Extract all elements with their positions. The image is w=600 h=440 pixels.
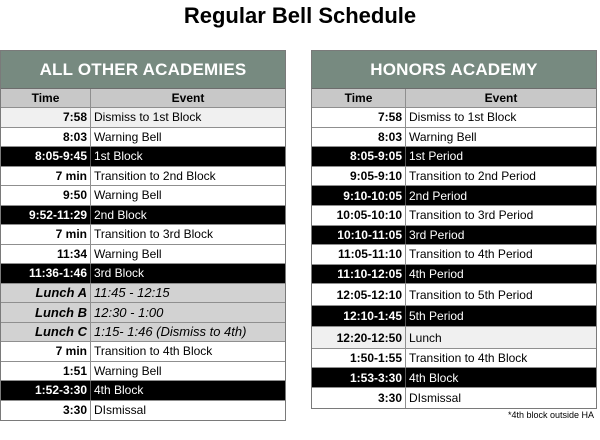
table-row (1, 167, 285, 187)
table-row (312, 245, 596, 265)
time-cell: 7 min (1, 225, 91, 244)
event-cell: Transition to 4th Period (409, 247, 533, 262)
table-row (312, 186, 596, 206)
time-cell: 3:30 (312, 388, 406, 408)
time-cell: 9:50 (1, 186, 91, 205)
event-cell: 3rd Period (409, 227, 465, 242)
time-cell: 7 min (1, 167, 91, 186)
table-row (312, 368, 596, 388)
table-row (312, 265, 596, 285)
time-cell: 9:05-9:10 (312, 167, 406, 186)
time-cell: 1:50-1:55 (312, 349, 406, 368)
time-cell: 9:10-10:05 (312, 186, 406, 205)
table-row (1, 323, 285, 343)
event-cell: DIsmissal (94, 403, 147, 418)
event-column-header: Event (171, 91, 205, 105)
event-cell: Warning Bell (94, 246, 162, 261)
time-cell: 12:05-12:10 (312, 284, 406, 305)
time-cell: 10:05-10:10 (312, 206, 406, 225)
table-row (1, 381, 285, 401)
table-row (312, 147, 596, 167)
time-cell: 8:03 (1, 128, 91, 147)
time-cell: 7 min (1, 342, 91, 361)
time-cell: 11:10-12:05 (312, 265, 406, 284)
table-row (1, 206, 285, 226)
event-cell: 2nd Block (94, 207, 147, 222)
event-cell: 4th Block (94, 383, 144, 398)
event-cell: Transition to 3rd Period (409, 208, 534, 223)
event-cell: Warning Bell (94, 363, 162, 378)
event-column-header: Event (484, 91, 518, 105)
table-row (312, 388, 596, 408)
time-cell: Lunch C (1, 323, 91, 342)
time-cell: 11:34 (1, 245, 91, 264)
table-row (1, 108, 285, 128)
table-row (1, 342, 285, 362)
event-cell: 1st Block (94, 149, 143, 164)
table-row (312, 349, 596, 369)
page-title: Regular Bell Schedule (183, 3, 417, 28)
time-cell: 8:05-9:05 (312, 147, 406, 166)
table-row (1, 245, 285, 265)
all-other-academies-table (0, 50, 286, 421)
table-row (1, 186, 285, 206)
table-row (312, 108, 596, 128)
table-row (312, 327, 596, 349)
event-cell: 11:45 - 12:15 (94, 285, 170, 301)
time-cell: 1:51 (1, 362, 91, 381)
event-cell: 3rd Block (94, 266, 145, 281)
event-cell: Transition to 4th Block (409, 351, 528, 366)
event-cell: 4th Block (409, 370, 459, 385)
time-cell: Lunch A (1, 284, 91, 303)
event-cell: Lunch (409, 330, 442, 345)
table-row (1, 147, 285, 167)
event-cell: Dismiss to 1st Block (409, 110, 517, 125)
event-cell: Transition to 3rd Block (94, 227, 213, 242)
event-cell: Transition to 4th Block (94, 344, 213, 359)
table-row (1, 225, 285, 245)
column-headers (1, 89, 285, 108)
event-cell: Transition to 2nd Period (409, 169, 536, 184)
time-cell: 1:53-3:30 (312, 368, 406, 387)
event-cell: 2nd Period (409, 188, 468, 203)
table-row (312, 167, 596, 187)
table-row (312, 206, 596, 226)
event-cell: 5th Period (409, 309, 464, 324)
table-row (1, 264, 285, 284)
time-cell: 7:58 (312, 108, 406, 127)
column-headers (312, 89, 596, 108)
table-row (312, 226, 596, 246)
event-cell: 12:30 - 1:00 (94, 304, 164, 320)
time-cell: 9:52-11:29 (1, 206, 91, 225)
event-cell: DIsmissal (409, 390, 462, 405)
event-cell: Warning Bell (94, 129, 162, 144)
event-cell: Dismiss to 1st Block (94, 110, 202, 125)
event-cell: 4th Period (409, 267, 464, 282)
table-row (1, 284, 285, 304)
time-cell: 7:58 (1, 108, 91, 127)
table-row (312, 284, 596, 306)
table-row (1, 128, 285, 148)
table-row (312, 128, 596, 148)
event-cell: 1st Period (409, 149, 464, 164)
footnote: *4th block outside HA (507, 410, 594, 420)
time-column-header: Time (1, 89, 91, 107)
event-cell: Warning Bell (94, 188, 162, 203)
event-cell: Warning Bell (409, 129, 477, 144)
event-cell: Transition to 5th Period (409, 287, 533, 302)
time-cell: 3:30 (1, 401, 91, 421)
event-cell: Transition to 2nd Block (94, 168, 216, 183)
schedule-rows (312, 108, 596, 408)
time-cell: 8:03 (312, 128, 406, 147)
time-cell: Lunch B (1, 303, 91, 322)
table-heading: ALL OTHER ACADEMIES (1, 51, 285, 89)
time-cell: 10:10-11:05 (312, 226, 406, 245)
time-cell: 11:36-1:46 (1, 264, 91, 283)
event-cell: 1:15- 1:46 (Dismiss to 4th) (94, 324, 247, 340)
time-cell: 1:52-3:30 (1, 381, 91, 400)
time-cell: 12:10-1:45 (312, 306, 406, 327)
table-row (1, 362, 285, 382)
table-row (1, 401, 285, 421)
table-row (1, 303, 285, 323)
honors-academy-table (311, 50, 597, 409)
table-heading: HONORS ACADEMY (312, 51, 596, 89)
time-cell: 11:05-11:10 (312, 245, 406, 264)
time-cell: 12:20-12:50 (312, 327, 406, 348)
time-cell: 8:05-9:45 (1, 147, 91, 166)
schedule-rows (1, 108, 285, 420)
table-row (312, 306, 596, 328)
time-column-header: Time (312, 89, 406, 107)
